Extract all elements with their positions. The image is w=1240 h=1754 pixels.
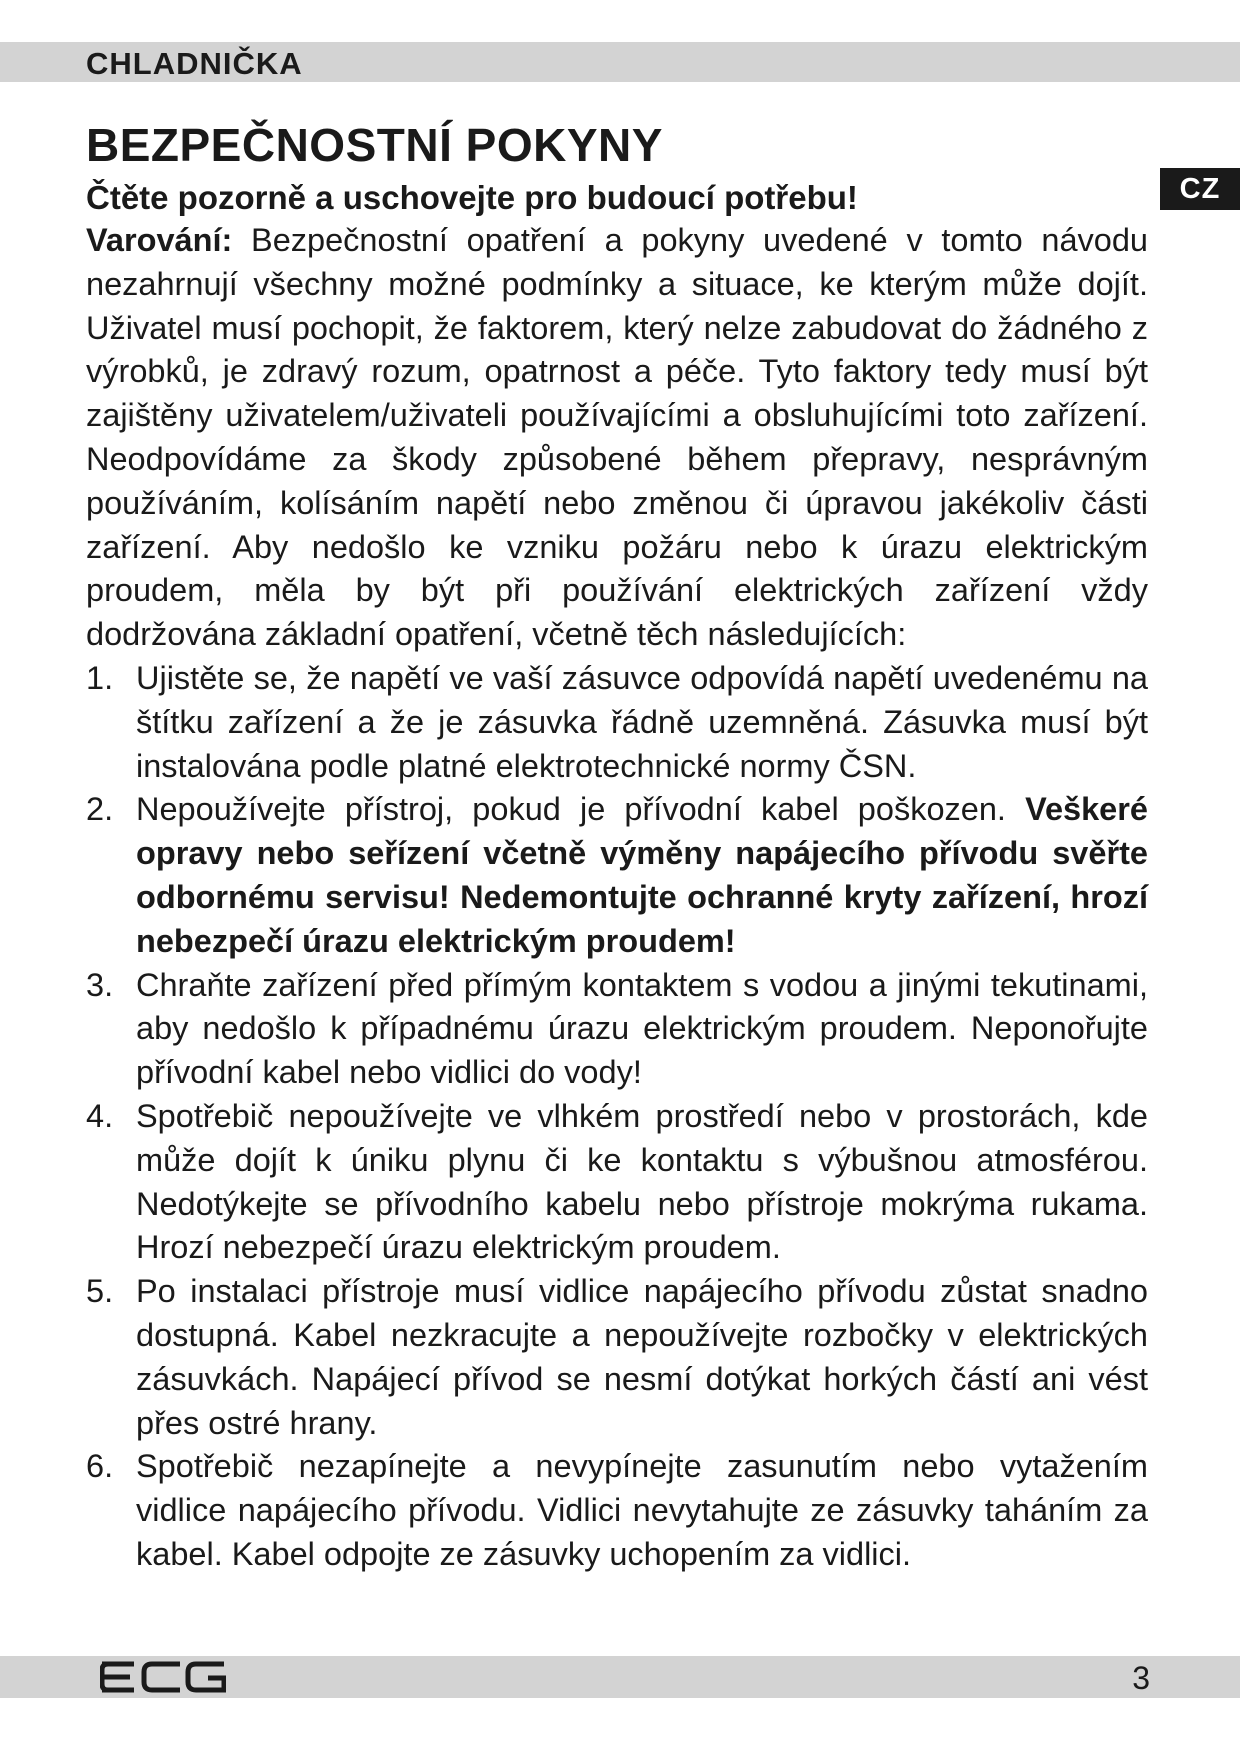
list-item [86,1270,1148,1445]
warning-text: Bezpečnostní opatření a pokyny uvedené v tomto návodu nezahrnují všechny možné podmínky a situace, ke kterým může dojít. Uživatel musí pochopit, že faktorem, který nelze zabudovat do žádného z výrobků, je zdravý rozum, opatrnost a péče. Tyto faktory tedy musí být zajištěny uživatelem/uživateli používajícími a obsluhujícími toto zařízení. Neodpovídáme za škody způsobené během přepravy, nesprávným používáním, kolísáním napětí nebo změnou či úpravou jakékoliv části zařízení. Aby nedošlo ke vzniku požáru nebo k úrazu elektrickým proudem, měla by být při používání elektrických zařízení vždy dodržována základní opatření, včetně těch následujících: [86,222,1148,653]
warning-label: Varování: [86,222,233,258]
list-item-number: 5. [86,1273,114,1310]
list-item-text: Ujistěte se, že napětí ve vaší zásuvce odpovídá napětí uvedenému na štítku zařízení a že je zásuvka řádně uzemněná. Zásuvka musí být instalována podle platné elektrotechnické normy ČSN. [136,659,1148,784]
list-item [86,1095,1148,1270]
ecg-logo [100,1660,226,1694]
warning-paragraph [86,219,1148,657]
section-title: BEZPEČNOSTNÍ POKYNY [86,119,663,171]
list-item-text: Nepoužívejte přístroj, pokud je přívodní kabel poškozen. [136,791,1026,828]
list-item-text: Spotřebič nepoužívejte ve vlhkém prostředí nebo v prostorách, kde může dojít k úniku plynu či ke kontaktu s výbušnou atmosférou. Nedotýkejte se přívodního kabelu nebo přístroje mokrýma rukama. Hrozí nebezpečí úrazu elektrickým proudem. [136,1097,1148,1266]
header-title: CHLADNIČKA [86,46,303,81]
list-item-number: 1. [86,659,114,696]
page-number: 3 [1132,1660,1150,1696]
list-item-text: Spotřebič nezapínejte a nevypínejte zasunutím nebo vytažením vidlice napájecího přívodu. Vidlici nevytahujte ze zásuvky taháním za kabel. Kabel odpojte ze zásuvky uchopením za vidlici. [136,1448,1148,1572]
list-item [86,1445,1148,1576]
list-item-text: Po instalaci přístroje musí vidlice napájecího přívodu zůstat snadno dostupná. Kabel nezkracujte a nepoužívejte rozbočky v elektrických zásuvkách. Napájecí přívod se nesmí dotýkat horkých částí ani vést přes ostré hrany. [136,1273,1148,1441]
list-item-bold-text: Veškeré opravy nebo seřízení včetně výměny napájecího přívodu svěřte odbornému servisu! Nedemontujte ochranné kryty zařízení, hrozí nebezpečí úrazu elektrickým proudem! [136,791,1148,959]
list-item-number: 4. [86,1097,114,1134]
list-item [86,657,1148,788]
list-item-text: Chraňte zařízení před přímým kontaktem s vodou a jinými tekutinami, aby nedošlo k případnému úrazu elektrickým proudem. Neponořujte přívodní kabel nebo vidlici do vody! [136,966,1148,1091]
list-item-number: 3. [86,966,114,1003]
list-item-number: 6. [86,1448,114,1485]
list-item-number: 2. [86,791,114,828]
list-item [86,788,1148,963]
section-subtitle: Čtěte pozorně a uschovejte pro budoucí potřebu! [86,179,858,216]
safety-list [86,657,1148,1577]
list-item [86,964,1148,1095]
language-tab: CZ [1160,168,1240,210]
main-content [86,116,1148,1577]
